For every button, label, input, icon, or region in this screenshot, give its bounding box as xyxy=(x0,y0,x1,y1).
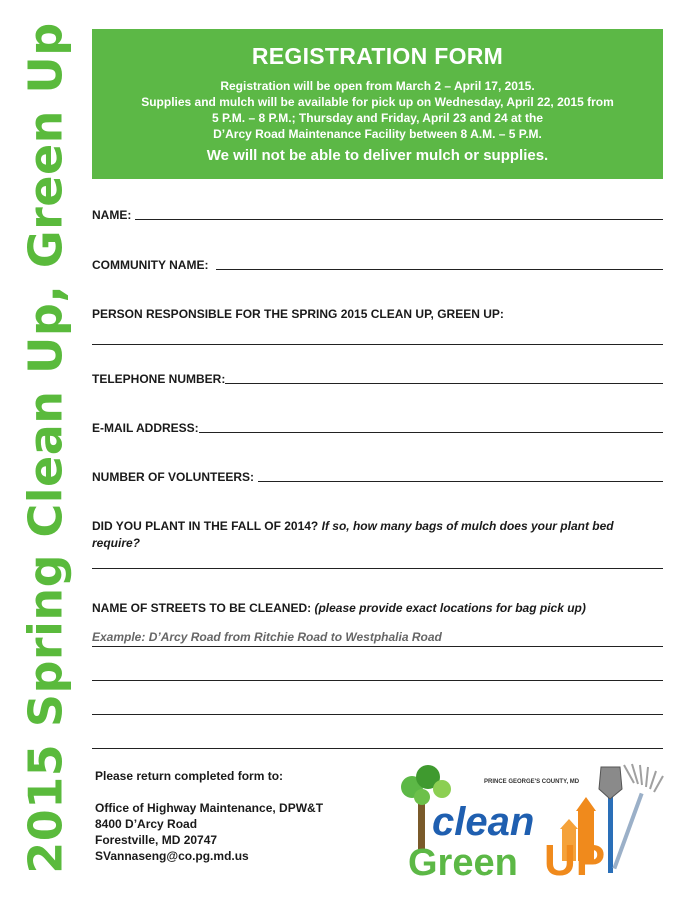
return-email: SVannaseng@co.pg.md.us xyxy=(95,849,249,863)
side-title-text: 2015 Spring Clean Up, Green Up xyxy=(19,22,73,874)
plant-question xyxy=(92,518,663,552)
name-line[interactable] xyxy=(135,218,663,220)
side-title xyxy=(16,22,76,874)
logo-clean: clean xyxy=(432,800,535,844)
telephone-line[interactable] xyxy=(225,382,663,384)
note-line: Registration will be open from March 2 – April 17, 2015. xyxy=(220,79,535,93)
plant-question-followup: If so, how many bags of mulch does your plant bed require? xyxy=(92,519,614,550)
person-line[interactable] xyxy=(92,344,663,345)
logo-green: Green xyxy=(408,842,518,883)
return-office: Office of Highway Maintenance, DPW&T xyxy=(95,801,324,815)
name-field[interactable] xyxy=(92,208,663,222)
clean-green-up-logo xyxy=(398,763,666,883)
streets-instruction: (please provide exact locations for bag pick up) xyxy=(314,601,586,615)
email-field[interactable] xyxy=(92,421,663,435)
volunteers-label: NUMBER OF VOLUNTEERS: xyxy=(92,470,254,484)
note-line: D’Arcy Road Maintenance Facility between 8 A.M. – 5 P.M. xyxy=(213,127,542,141)
community-label: COMMUNITY NAME: xyxy=(92,258,209,272)
return-heading: Please return completed form to: xyxy=(95,769,284,783)
streets-line-4[interactable] xyxy=(92,748,663,749)
name-label: NAME: xyxy=(92,208,132,222)
email-label: E-MAIL ADDRESS: xyxy=(92,421,199,435)
telephone-field[interactable] xyxy=(92,372,663,386)
return-address-block xyxy=(95,768,323,864)
person-label: PERSON RESPONSIBLE FOR THE SPRING 2015 CLEAN UP, GREEN UP: xyxy=(92,307,504,321)
volunteers-field[interactable] xyxy=(92,470,663,484)
registration-notes xyxy=(92,78,663,142)
return-city: Forestville, MD 20747 xyxy=(95,833,218,847)
streets-line-2[interactable] xyxy=(92,680,663,681)
note-line: Supplies and mulch will be available for pick up on Wednesday, April 22, 2015 from xyxy=(141,95,614,109)
plant-question-text: DID YOU PLANT IN THE FALL OF 2014? xyxy=(92,519,319,533)
volunteers-line[interactable] xyxy=(258,480,663,482)
logo-county: PRINCE GEORGE'S COUNTY, MD xyxy=(484,779,580,785)
return-street: 8400 D’Arcy Road xyxy=(95,817,198,831)
streets-example: Example: D’Arcy Road from Ritchie Road to Westphalia Road xyxy=(92,630,442,644)
email-line[interactable] xyxy=(199,431,663,433)
garden-tools-icon xyxy=(599,764,663,873)
streets-question xyxy=(92,600,663,617)
logo-up: UP xyxy=(544,836,606,883)
streets-line-3[interactable] xyxy=(92,714,663,715)
community-field[interactable] xyxy=(92,258,663,272)
community-line[interactable] xyxy=(216,268,663,270)
telephone-label: TELEPHONE NUMBER: xyxy=(92,372,226,386)
delivery-warning: We will not be able to deliver mulch or supplies. xyxy=(206,147,549,164)
registration-header xyxy=(92,29,663,179)
form-title: REGISTRATION FORM xyxy=(251,43,504,69)
streets-line-1[interactable] xyxy=(92,646,663,647)
note-line: 5 P.M. – 8 P.M.; Thursday and Friday, April 23 and 24 at the xyxy=(212,111,543,125)
streets-label: NAME OF STREETS TO BE CLEANED: xyxy=(92,601,312,615)
plant-line[interactable] xyxy=(92,568,663,569)
